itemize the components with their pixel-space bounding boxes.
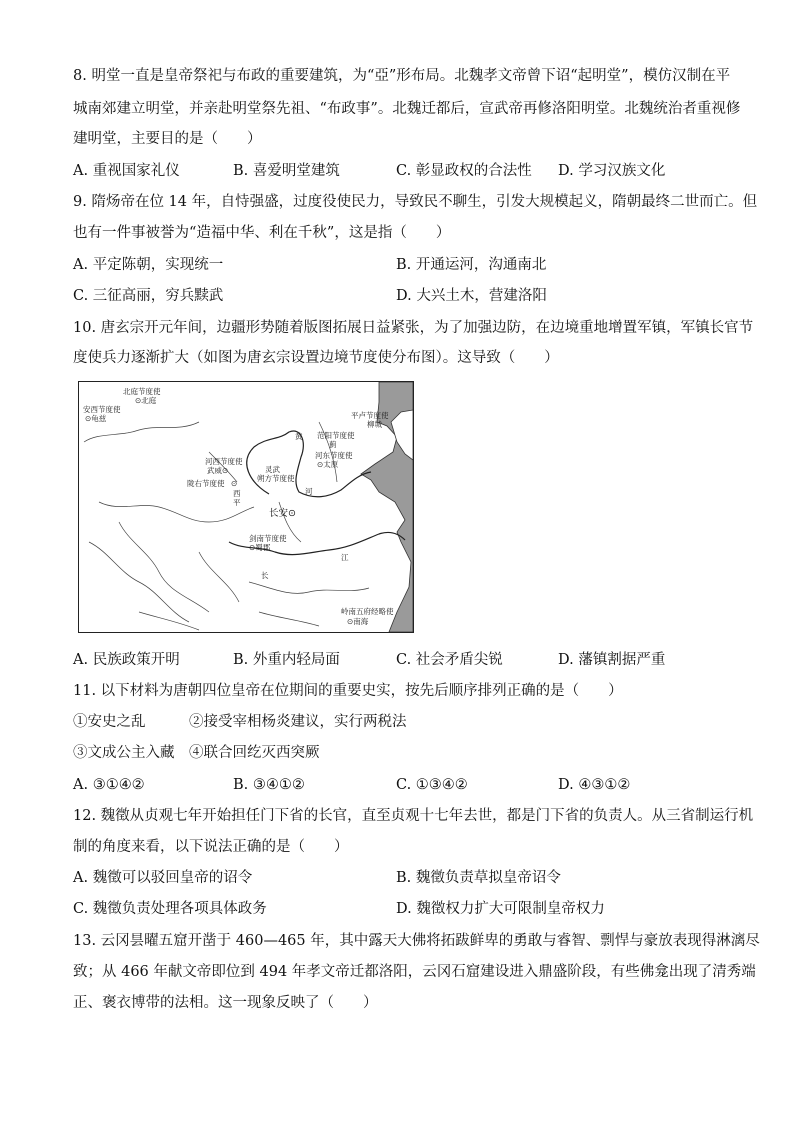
map-label-capital: 长安⊙ <box>269 508 296 519</box>
map-label-beiting: 北庭节度使 <box>123 387 161 396</box>
q9-stem-line1: 9. 隋炀帝在位 14 年，自恃强盛，过度役使民力，导致民不聊生，引发大规模起义，隋朝最终二世而亡。但 <box>73 194 758 210</box>
map-label-longyou-city: ⊙ <box>231 479 238 488</box>
map-label-hedong: 河东节度使 <box>315 451 353 460</box>
q8-option-b: B. 喜爱明堂建筑 <box>233 163 340 179</box>
q10-option-c: C. 社会矛盾尖锐 <box>396 652 503 668</box>
q9-option-d: D. 大兴土木，营建洛阳 <box>396 288 547 304</box>
q8-stem-line1: 8. 明堂一直是皇帝祭祀与布政的重要建筑，为“亞”形布局。北魏孝文帝曾下诏“起明堂”，模仿汉制在平 <box>73 68 731 84</box>
q9-option-c: C. 三征高丽，穷兵黩武 <box>73 288 224 304</box>
q12-stem-line2: 制的角度来看，以下说法正确的是（ ） <box>73 839 349 855</box>
q11-option-a: A. ③①④② <box>73 777 145 793</box>
map-label-fanyang: 范阳节度使 <box>317 431 355 440</box>
q13-stem-line3: 正、褒衣博带的法相。这一现象反映了（ ） <box>73 995 378 1011</box>
q9-stem-line2: 也有一件事被誉为“造福中华、利在千秋”，这是指（ ） <box>73 225 451 241</box>
map-label-fanyang-city: 蓟 <box>329 440 337 449</box>
map-label-lingwu: 灵武 <box>265 465 280 474</box>
map-label-river-chang: 长 <box>261 571 269 580</box>
map-label-pinglu-city: 柳城 <box>367 420 382 429</box>
q10-stem-line2: 度使兵力逐渐扩大（如图为唐玄宗设置边境节度使分布图）。这导致（ ） <box>73 350 559 366</box>
q8-stem-line2: 城南郊建立明堂，并亲赴明堂祭先祖、“布政事”。北魏迁都后，宣武帝再修洛阳明堂。北魏统治者重视修 <box>73 101 741 117</box>
q10-option-b: B. 外重内轻局面 <box>233 652 340 668</box>
q12-option-a: A. 魏徵可以驳回皇帝的诏令 <box>73 870 253 886</box>
map-label-jiannan: 剑南节度使 <box>249 534 287 543</box>
map-label-xiping-2: 平 <box>233 498 241 507</box>
q8-stem-line3: 建明堂，主要目的是（ ） <box>73 131 262 147</box>
map-label-lingnan-city: ⊙南海 <box>347 617 369 626</box>
q8-option-a: A. 重视国家礼仪 <box>73 163 180 179</box>
map-label-anxi-city: ⊙龟兹 <box>85 414 107 423</box>
q12-option-d: D. 魏徵权力扩大可限制皇帝权力 <box>396 901 605 917</box>
map-river-west <box>99 502 254 522</box>
q13-stem-line2: 致；从 466 年献文帝即位到 494 年孝文帝迁都洛阳，云冈石窟建设进入鼎盛阶段，有些佛龛出现了清秀端 <box>73 964 756 980</box>
q9-option-b: B. 开通运河，沟通南北 <box>396 257 547 273</box>
q11-option-c: C. ①③④② <box>396 777 468 793</box>
q13-stem-line1: 13. 云冈昙曜五窟开凿于 460—465 年，其中露天大佛将拓跋鲜卑的勇敢与睿智、剽悍与豪放表现得淋漓尽 <box>73 933 760 949</box>
map-label-anxi: 安西节度使 <box>83 405 121 414</box>
map-label-lingnan: 岭南五府经略使 <box>341 607 394 616</box>
q12-option-b: B. 魏徵负责草拟皇帝诏令 <box>396 870 561 886</box>
q10-option-d: D. 藩镇割据严重 <box>558 652 666 668</box>
q11-stem-line1: 11. 以下材料为唐朝四位皇帝在位期间的重要史实，按先后顺序排列正确的是（ ） <box>73 683 623 699</box>
map-label-beiting-city: ⊙北庭 <box>135 396 157 405</box>
map-label-jiannan-city: ⊙蜀郡 <box>249 543 271 552</box>
map-label-hexi-city: 武威⊙ <box>207 466 229 475</box>
q8-option-d: D. 学习汉族文化 <box>558 163 666 179</box>
map-label-pinglu: 平卢节度使 <box>351 411 389 420</box>
map-label-longyou: 陇右节度使 <box>187 479 225 488</box>
map-label-hexi: 河西节度使 <box>205 457 243 466</box>
q11-option-b: B. ③④①② <box>233 777 305 793</box>
q10-stem-line1: 10. 唐玄宗开元年间，边疆形势随着版图拓展日益紧张，为了加强边防，在边境重地增置军镇，军镇长官节 <box>73 320 754 336</box>
q11-stem-line2: ①安史之乱 ②接受宰相杨炎建议，实行两税法 <box>73 714 407 730</box>
map-label-river-jiang: 江 <box>341 553 349 562</box>
q8-option-c: C. 彰显政权的合法性 <box>396 163 532 179</box>
q11-stem-line3: ③文成公主入藏 ④联合回纥灭西突厥 <box>73 745 320 761</box>
q12-option-c: C. 魏徵负责处理各项具体政务 <box>73 901 267 917</box>
q9-option-a: A. 平定陈朝，实现统一 <box>73 257 224 273</box>
q12-stem-line1: 12. 魏徵从贞观七年开始担任门下省的长官，直至贞观十七年去世，都是门下省的负责人。从三省制运行机 <box>73 808 754 824</box>
tang-jiedushi-map <box>78 381 414 633</box>
q10-option-a: A. 民族政策开明 <box>73 652 180 668</box>
map-label-huang: 黄 <box>295 432 303 441</box>
map-label-shuofang: 朔方节度使 <box>257 474 295 483</box>
map-label-xiping-1: 西 <box>233 489 241 498</box>
map-label-river-he: 河 <box>305 487 313 496</box>
q11-option-d: D. ④③①② <box>558 777 631 793</box>
map-label-hedong-city: ⊙太原 <box>317 460 339 469</box>
